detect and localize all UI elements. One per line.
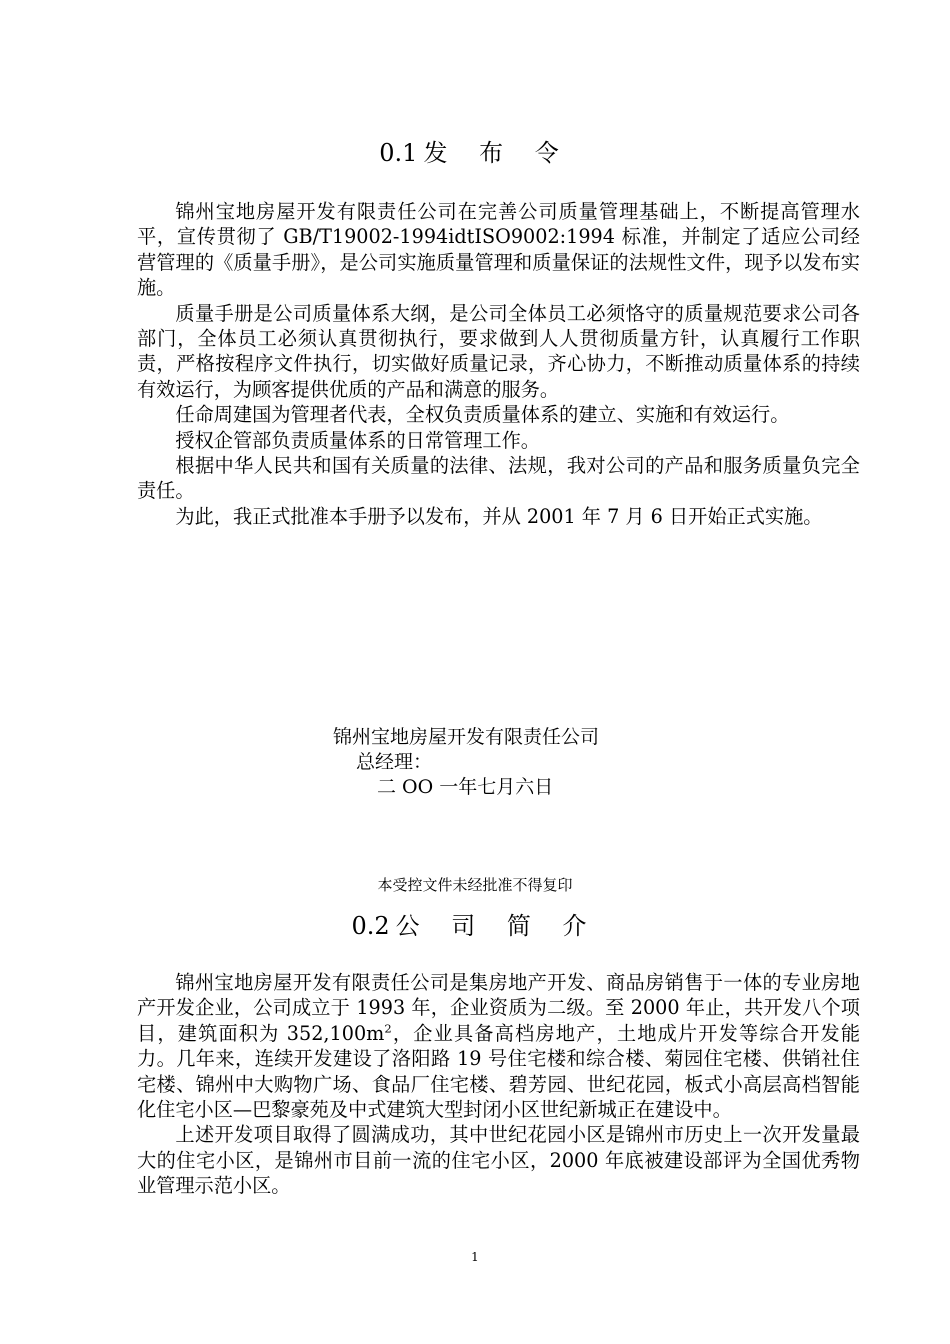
section-1-heading	[0, 133, 950, 168]
section-1-title: 发 布 令	[423, 139, 571, 167]
section-1-number: 0.1	[379, 139, 418, 167]
signature-company: 锦州宝地房屋开发有限责任公司	[333, 726, 600, 748]
superscript: 2	[384, 1021, 392, 1036]
paragraph: 授权企管部负责质量体系的日常管理工作。	[175, 428, 540, 452]
paragraph: 锦州宝地房屋开发有限责任公司在完善公司质量管理基础上，不断提高管理水平，宣传贯彻了 GB/T19002-1994idtISO9002:1994 标准，并制定了适应公司经营管理的《质量手册》，是公司实施质量管理和质量保证的法规性文件，现予以发布实施。	[137, 200, 860, 300]
section-1-body	[137, 199, 860, 529]
paragraph-text: 锦州宝地房屋开发有限责任公司是集房地产开发、商品房销售于一体的专业房地产开发企业，公司成立于 1993 年，企业资质为二级。至 2000 年止，共开发八个项目，建筑面积为 352,100m	[137, 971, 860, 1045]
section-2-title: 公 司 简 介	[395, 912, 599, 940]
signature-manager: 总经理：	[356, 751, 433, 773]
paragraph: 质量手册是公司质量体系大纲，是公司全体员工必须恪守的质量规范要求公司各部门，全体员工必须认真贯彻执行，要求做到人人贯彻质量方针，认真履行工作职责，严格按程序文件执行，切实做好质量记录，齐心协力，不断推动质量体系的持续有效运行，为顾客提供优质的产品和满意的服务。	[137, 301, 860, 401]
paragraph: 根据中华人民共和国有关质量的法律、法规，我对公司的产品和服务质量负完全责任。	[137, 454, 860, 503]
section-2-body	[137, 970, 860, 1199]
section-2-heading	[0, 906, 950, 941]
signature-date: 二 OO 一年七月六日	[377, 776, 554, 798]
page-number: 1	[471, 1250, 479, 1264]
paragraph	[137, 970, 860, 1122]
paragraph: 任命周建国为管理者代表，全权负责质量体系的建立、实施和有效运行。	[175, 403, 790, 427]
paragraph: 为此，我正式批准本手册予以发布，并从 2001 年 7 月 6 日开始正式实施。	[175, 504, 823, 528]
control-note: 本受控文件未经批准不得复印	[377, 876, 573, 894]
paragraph: 上述开发项目取得了圆满成功，其中世纪花园小区是锦州市历史上一次开发量最大的住宅小区，是锦州市目前一流的住宅小区，2000 年底被建设部评为全国优秀物业管理示范小区。	[137, 1123, 860, 1198]
section-2-number: 0.2	[351, 912, 390, 940]
paragraph-text: ，企业具备高档房地产，土地成片开发等综合开发能力。几年来，连续开发建设了洛阳路 19 号住宅楼和综合楼、菊园住宅楼、供销社住宅楼、锦州中大购物广场、食品厂住宅楼、碧芳园、世纪花园，板式小高层高档智能化住宅小区—巴黎豪苑及中式建筑大型封闭小区世纪新城正在建设中。	[137, 1021, 861, 1122]
